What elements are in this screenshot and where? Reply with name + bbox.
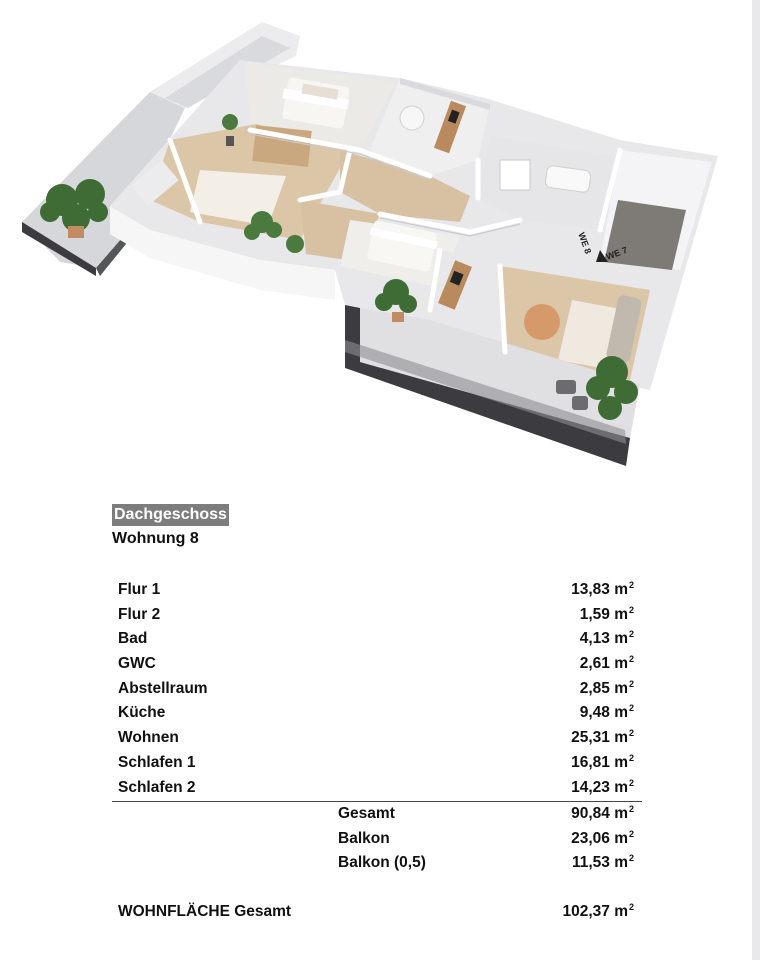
round-table-lower bbox=[524, 304, 560, 340]
sum-row-value: 11,53 $m^2$ bbox=[571, 853, 634, 872]
sum-row-value: 90,84 $m^2$ bbox=[571, 804, 634, 822]
room-row-label: Flur 1 bbox=[118, 581, 161, 598]
room-row-value: 2,61 $m^2$ bbox=[579, 654, 634, 673]
shower-glass bbox=[500, 160, 530, 190]
room-row-value: 4,13 $m^2$ bbox=[579, 629, 634, 648]
room-row-value: 16,81 $m^2$ bbox=[571, 752, 634, 771]
sum-row bbox=[112, 827, 642, 852]
room-row bbox=[112, 627, 642, 652]
sum-row-value: 23,06 $m^2$ bbox=[571, 828, 634, 847]
room-row-label: Küche bbox=[118, 704, 166, 722]
total-row bbox=[112, 900, 642, 925]
we8-label: WE 8 bbox=[576, 230, 594, 256]
room-row-label: Flur 2 bbox=[118, 605, 161, 623]
room-row-label: Wohnen bbox=[118, 729, 179, 747]
room-row-label: Bad bbox=[118, 630, 148, 648]
room-row-value: 1,59 $m^2$ bbox=[579, 604, 634, 623]
room-row-label: Schlafen 2 bbox=[118, 778, 196, 796]
room-row-label: Schlafen 1 bbox=[118, 753, 196, 771]
room-row bbox=[112, 701, 642, 726]
room-row-value: 9,48 $m^2$ bbox=[579, 703, 634, 722]
area-table bbox=[112, 504, 642, 920]
sum-row-label: Balkon (0,5) bbox=[338, 854, 426, 872]
sum-row bbox=[112, 802, 642, 827]
round-table-upper bbox=[400, 106, 424, 130]
total-value: 102,37 $m^2$ bbox=[562, 902, 634, 920]
room-row-value: 25,31 $m^2$ bbox=[571, 728, 634, 747]
floor-tag: Dachgeschoss bbox=[112, 504, 229, 526]
plant-hall bbox=[286, 235, 304, 253]
room-row bbox=[112, 726, 642, 751]
sum-list bbox=[112, 802, 642, 876]
sum-row bbox=[112, 851, 642, 876]
room-row bbox=[112, 578, 642, 603]
room-row-value: 13,83 $m^2$ bbox=[571, 580, 634, 598]
sum-row-label: Gesamt bbox=[338, 805, 395, 822]
we7-label: WE 7 bbox=[604, 244, 629, 262]
room-row-label: Abstellraum bbox=[118, 679, 208, 697]
room-row bbox=[112, 776, 642, 801]
floor-plan-3d bbox=[0, 0, 752, 480]
stair-landing bbox=[604, 200, 686, 270]
room-row bbox=[112, 652, 642, 677]
page-edge-strip bbox=[752, 0, 760, 960]
room-list bbox=[112, 578, 642, 800]
room-row-label: GWC bbox=[118, 655, 156, 673]
room-row bbox=[112, 603, 642, 628]
room-row bbox=[112, 677, 642, 702]
room-row-value: 2,85 $m^2$ bbox=[579, 678, 634, 697]
room-row-value: 14,23 $m^2$ bbox=[571, 777, 634, 796]
total-label: WOHNFLÄCHE Gesamt bbox=[118, 903, 292, 920]
sum-row-label: Balkon bbox=[338, 829, 390, 847]
room-row bbox=[112, 751, 642, 776]
unit-title: Wohnung 8 bbox=[112, 530, 199, 547]
